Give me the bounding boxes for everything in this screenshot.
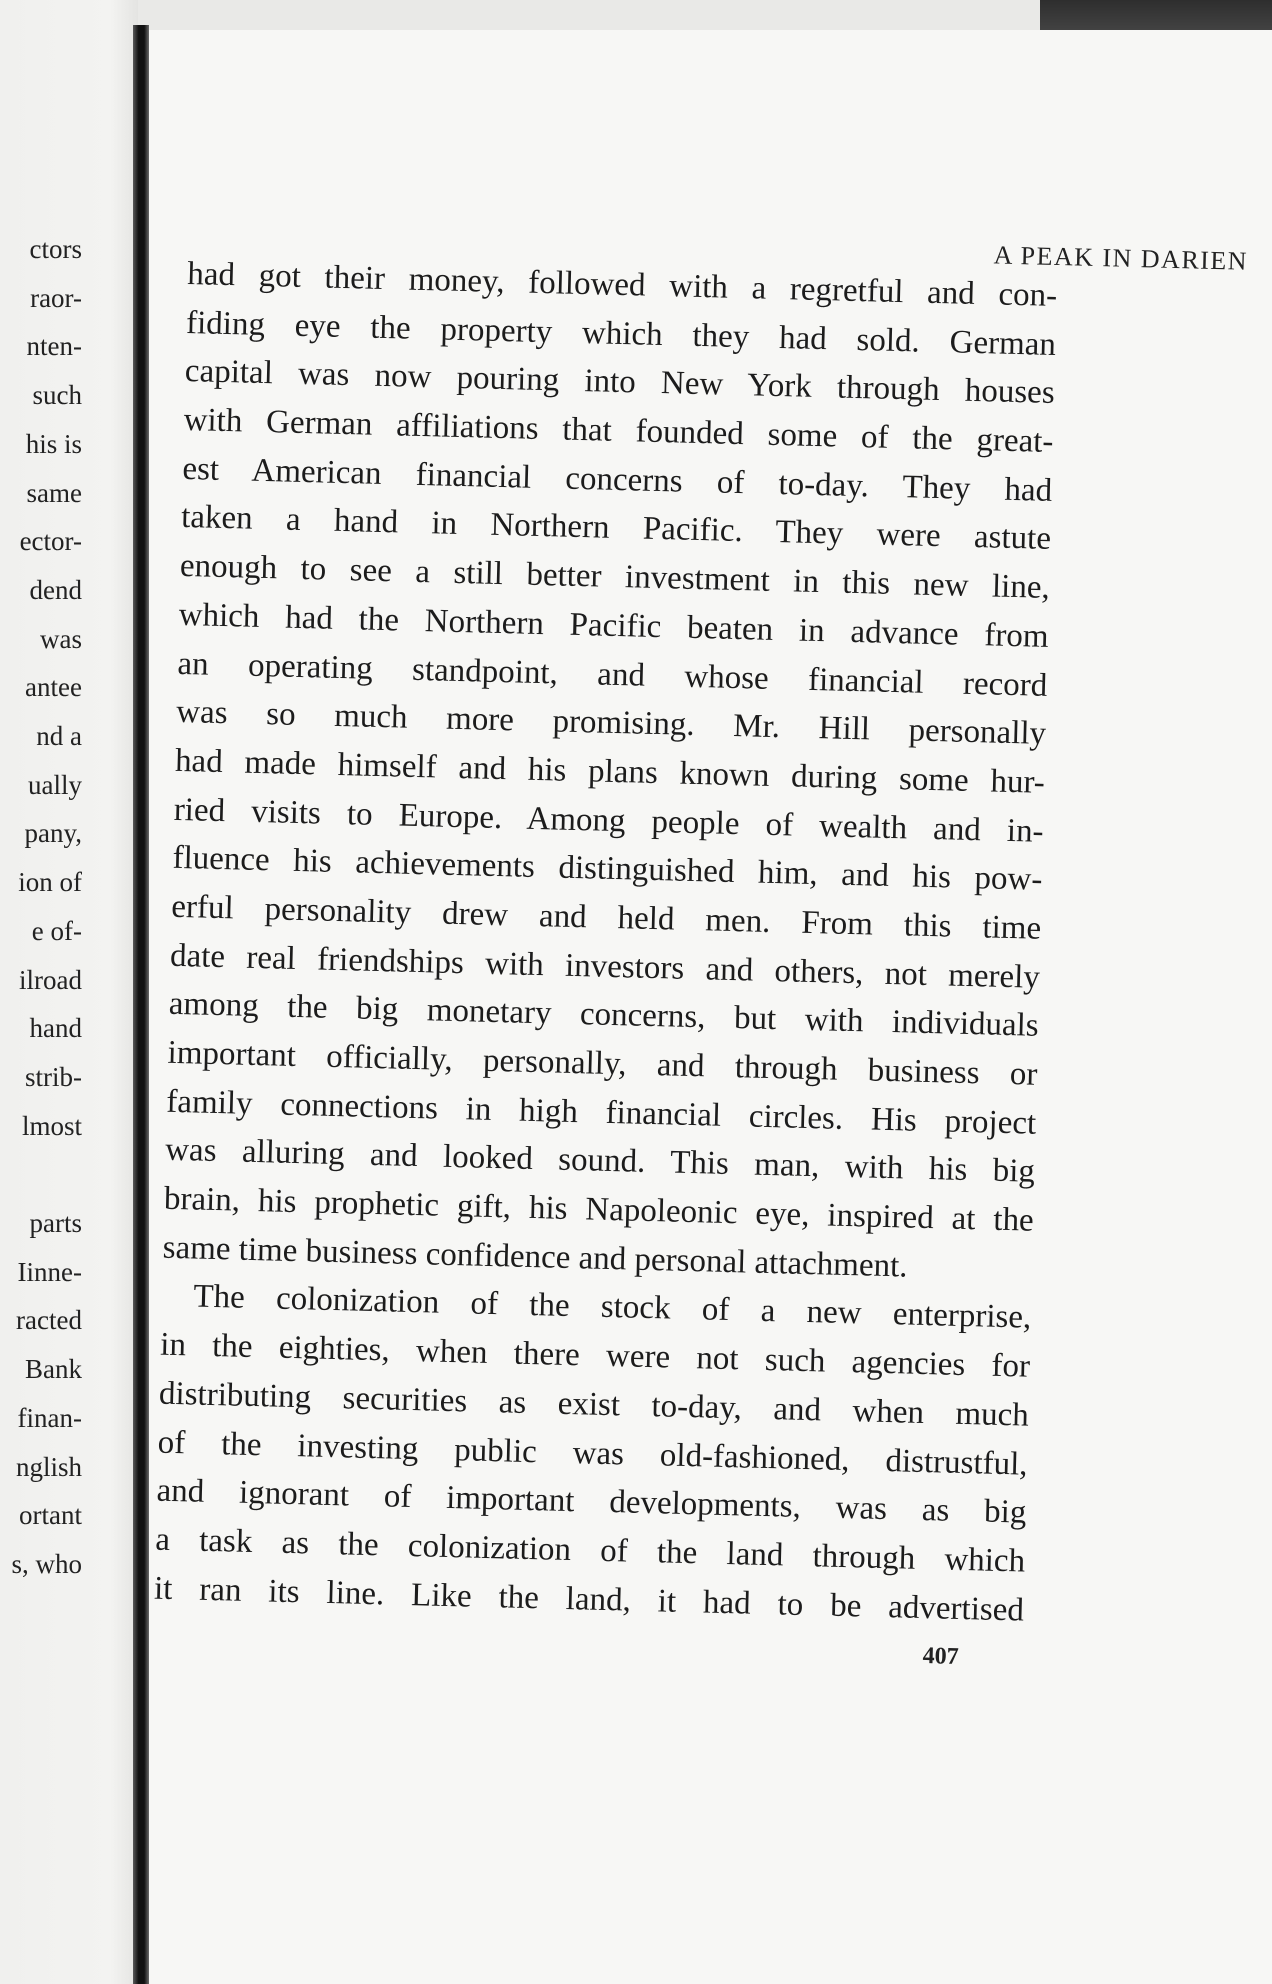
- left-page-line: dend: [29, 574, 82, 605]
- left-page-line: ector-: [19, 526, 82, 557]
- left-page-line: ually: [28, 769, 82, 800]
- left-page-line: e of-: [31, 915, 82, 946]
- text-line: taken a hand in Northern Pacific. They were astute: [180, 499, 1052, 558]
- text-line: enough to see a still better investment in this new line,: [179, 548, 1051, 607]
- left-page-line: strib-: [25, 1061, 82, 1092]
- text-line: important officially, personally, and through business or: [167, 1034, 1038, 1093]
- text-line: fluence his achievements distinguished him, and his pow-: [172, 840, 1043, 899]
- left-page-line: such: [32, 380, 82, 411]
- text-line: a task as the colonization of the land through which: [154, 1521, 1026, 1580]
- text-line: with German affiliations that founded some of the great-: [183, 402, 1054, 461]
- left-page-line: lmost: [21, 1110, 82, 1141]
- left-page-line: nglish: [15, 1451, 82, 1482]
- book-spine: [133, 25, 149, 1984]
- left-page-line: nd a: [36, 721, 82, 751]
- text-line: date real friendships with investors and others, not merely: [169, 937, 1041, 996]
- left-page-line: pany,: [24, 818, 82, 849]
- left-page-line: nten-: [26, 331, 82, 362]
- text-line: distributing securities as exist to-day, and when much: [158, 1375, 1030, 1434]
- text-line: and ignorant of important developments, was as big: [156, 1472, 1027, 1531]
- left-page-line: s, who: [11, 1548, 82, 1579]
- text-block: [153, 240, 1249, 1670]
- text-line: had made himself and his plans known during some hur-: [174, 742, 1046, 801]
- text-line: was alluring and looked sound. This man, with his big: [164, 1132, 1036, 1191]
- text-line: erful personality drew and held men. From this time: [170, 888, 1042, 947]
- left-page-line: finan-: [17, 1402, 82, 1433]
- text-line: among the big monetary concerns, but with individuals: [168, 986, 1040, 1045]
- left-page-line: was: [40, 623, 82, 654]
- left-page-line: ion of: [18, 867, 82, 898]
- text-line: brain, his prophetic gift, his Napoleonic eye, inspired at the: [163, 1180, 1035, 1239]
- text-line: an operating standpoint, and whose financial record: [177, 645, 1048, 704]
- text-line: was so much more promising. Mr. Hill personally: [175, 694, 1047, 753]
- text-line: of the investing public was old-fashioned, distrustful,: [157, 1424, 1029, 1483]
- left-page-line: Bank: [25, 1354, 82, 1385]
- running-head: A PEAK IN DARIEN: [993, 240, 1249, 276]
- left-page-line: his is: [25, 428, 82, 459]
- left-page-line: racted: [16, 1305, 82, 1336]
- page-number: 407: [922, 1642, 959, 1670]
- text-line: in the eighties, when there were not such agencies for: [159, 1326, 1031, 1385]
- text-line: fiding eye the property which they had sold. German: [185, 304, 1057, 363]
- paragraph-start-line: The colonization of the stock of a new enterprise,: [193, 1278, 1032, 1337]
- left-page: [0, 0, 138, 1984]
- left-page-line: ctors: [29, 234, 82, 264]
- left-page-line: parts: [29, 1208, 82, 1238]
- text-line: family connections in high financial circles. His project: [165, 1083, 1037, 1142]
- left-page-line: antee: [25, 672, 82, 703]
- left-page-line: same: [26, 477, 82, 508]
- text-line: est American financial concerns of to-day. They had: [182, 450, 1053, 509]
- text-line: capital was now pouring into New York through houses: [184, 353, 1056, 412]
- left-page-line: Iinne-: [17, 1256, 82, 1287]
- text-line: same time business confidence and personal attachment.: [162, 1229, 908, 1285]
- text-line: it ran its line. Like the land, it had to be advertised: [153, 1570, 1025, 1629]
- text-line: had got their money, followed with a regretful and con-: [186, 255, 1058, 315]
- text-line: which had the Northern Pacific beaten in advance from: [178, 596, 1049, 655]
- left-page-line: raor-: [30, 282, 82, 313]
- left-page-line: hand: [29, 1013, 82, 1044]
- left-page-line: ortant: [19, 1500, 82, 1531]
- text-line: ried visits to Europe. Among people of wealth and in-: [173, 791, 1045, 850]
- left-page-line: ilroad: [19, 964, 82, 995]
